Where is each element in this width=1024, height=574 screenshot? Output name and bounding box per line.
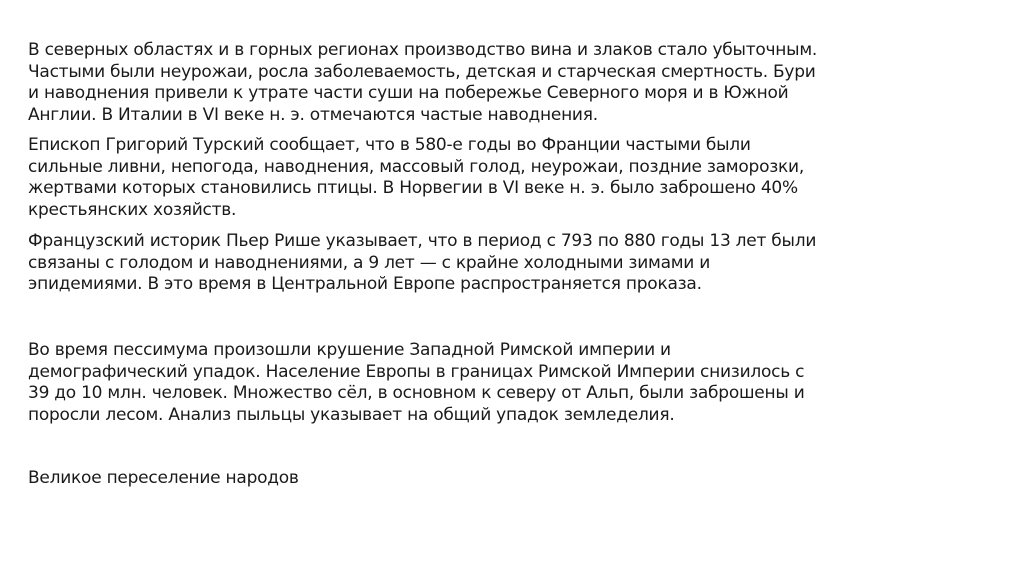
- text-line: Епископ Григорий Турский сообщает, что в 580-е годы во Франции частыми были: [28, 135, 751, 155]
- text-line: Англии. В Италии в VI веке н. э. отмечаются частые наводнения.: [28, 104, 598, 125]
- text-line: Французский историк Пьер Рише указывает, что в период с 793 по 880 годы 13 лет были: [28, 231, 817, 251]
- text-line: демографический упадок. Население Европы в границах Римской Империи снизилось с: [28, 361, 805, 382]
- text-line: сильные ливни, непогода, наводнения, массовый голод, неурожаи, поздние заморозки,: [28, 156, 804, 177]
- text-line: Великое переселение народов: [28, 468, 299, 488]
- paragraph-pierre-riche: [28, 231, 816, 296]
- text-line: Частыми были неурожаи, росла заболеваемость, детская и старческая смертность. Бури: [28, 61, 816, 82]
- paragraph-pessimum-decline: [28, 340, 805, 426]
- paragraph-crop-failures: [28, 40, 817, 126]
- text-line: Во время пессимума произошли крушение Западной Римской империи и: [28, 340, 671, 360]
- text-line: жертвами которых становились птицы. В Норвегии в VI веке н. э. было заброшено 40%: [28, 178, 798, 198]
- paragraph-gregory-of-tours: [28, 135, 804, 221]
- text-line: эпидемиями. В это время в Центральной Европе распространяется проказа.: [28, 274, 702, 294]
- text-line: 39 до 10 млн. человек. Множество сёл, в основном к северу от Альп, были заброшены и: [28, 383, 805, 403]
- text-line: связаны с голодом и наводнениями, а 9 лет — с крайне холодными зимами и: [28, 252, 711, 273]
- paragraph-great-migration: [28, 468, 299, 490]
- text-line: В северных областях и в горных регионах производство вина и злаков стало убыточным.: [28, 40, 818, 60]
- text-line: поросли лесом. Анализ пыльцы указывает на общий упадок земледелия.: [28, 404, 675, 425]
- text-line: и наводнения привели к утрате части суши на побережье Северного моря и в Южной: [28, 83, 789, 103]
- text-line: крестьянских хозяйств.: [28, 199, 237, 220]
